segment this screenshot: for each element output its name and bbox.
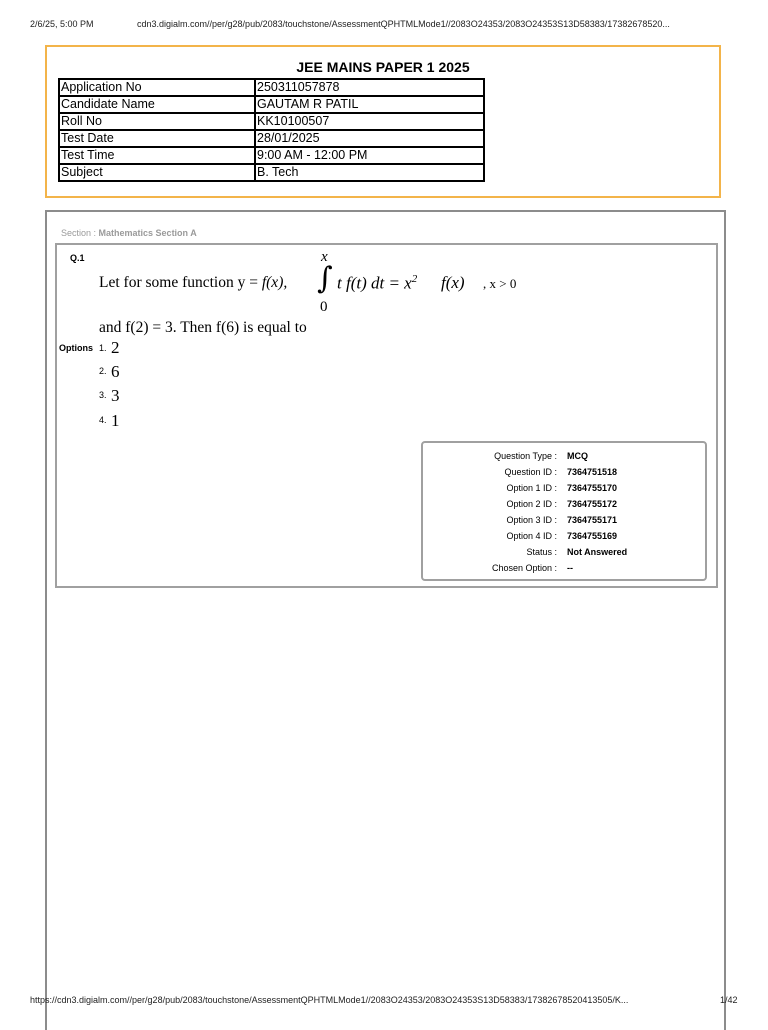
section-label	[61, 228, 197, 238]
question-meta-panel	[421, 441, 707, 581]
integrand-text: t f(t) dt = x	[337, 273, 412, 293]
question-text-prefix: Let for some function y =	[99, 274, 262, 291]
meta-label: Option 1 ID :	[506, 483, 557, 493]
info-value: B. Tech	[255, 164, 484, 181]
section-name: Mathematics Section A	[98, 228, 197, 238]
question-line-1	[99, 274, 287, 292]
info-label: Subject	[59, 164, 255, 181]
table-row	[59, 113, 484, 130]
question-number: Q.1	[70, 253, 85, 263]
candidate-info-panel	[45, 45, 721, 198]
info-value: 250311057878	[255, 79, 484, 96]
meta-value: Not Answered	[567, 547, 628, 557]
meta-label: Option 2 ID :	[506, 499, 557, 509]
meta-row	[423, 483, 705, 496]
meta-row	[423, 563, 705, 576]
integral-lower-limit: 0	[320, 299, 328, 315]
meta-value: 7364755171	[567, 515, 618, 525]
meta-row	[423, 467, 705, 480]
table-row	[59, 130, 484, 147]
integrand	[337, 273, 417, 294]
option-number: 2.	[99, 366, 107, 376]
meta-row	[423, 515, 705, 528]
meta-row	[423, 547, 705, 560]
meta-row	[423, 451, 705, 464]
section-prefix: Section :	[61, 228, 99, 238]
integral-sign-icon: ∫	[317, 261, 333, 296]
meta-value: 7364755170	[567, 483, 618, 493]
footer-url: https://cdn3.digialm.com//per/g28/pub/2083/touchstone/AssessmentQPHTMLMode1//2083O24353/2083O24353S13D58383/17382678520413505/K...	[30, 995, 629, 1005]
option-value: 1	[111, 411, 120, 430]
info-label: Test Time	[59, 147, 255, 164]
candidate-info-table	[58, 78, 485, 182]
meta-label: Option 3 ID :	[506, 515, 557, 525]
table-row	[59, 147, 484, 164]
meta-row	[423, 499, 705, 512]
info-label: Application No	[59, 79, 255, 96]
meta-label: Question Type :	[494, 451, 557, 461]
question-paper-container	[45, 210, 726, 1030]
info-value: KK10100507	[255, 113, 484, 130]
meta-label: Status :	[526, 547, 557, 557]
options-label: Options	[59, 343, 93, 353]
meta-label: Option 4 ID :	[506, 531, 557, 541]
integral-upper-limit: x	[321, 249, 328, 265]
info-label: Roll No	[59, 113, 255, 130]
table-row	[59, 79, 484, 96]
question-card	[55, 243, 718, 588]
function-expr: f(x),	[261, 274, 288, 291]
meta-label: Chosen Option :	[491, 563, 557, 573]
print-url: cdn3.digialm.com//per/g28/pub/2083/touchstone/AssessmentQPHTMLMode1//2083O24353/2083O24353S13D58383/17382678520...	[137, 19, 670, 29]
question-line-2: and f(2) = 3. Then f(6) is equal to	[99, 319, 307, 336]
meta-value: 7364755172	[567, 499, 618, 509]
meta-value: MCQ	[567, 451, 588, 461]
condition-text: , x > 0	[483, 276, 517, 291]
meta-value: 7364751518	[567, 467, 618, 477]
table-row	[59, 164, 484, 181]
option-number: 3.	[99, 390, 107, 400]
meta-row	[423, 531, 705, 544]
option-value: 3	[111, 386, 120, 405]
meta-label: Question ID :	[504, 467, 557, 477]
meta-value: --	[567, 563, 573, 573]
exam-title: JEE MAINS PAPER 1 2025	[296, 59, 470, 75]
option-number: 4.	[99, 415, 107, 425]
power: 2	[411, 273, 418, 285]
info-value: 9:00 AM - 12:00 PM	[255, 147, 484, 164]
rhs-expr: f(x)	[441, 273, 465, 292]
page-number: 1/42	[720, 995, 738, 1005]
info-value: 28/01/2025	[255, 130, 484, 147]
option-value: 2	[111, 338, 120, 357]
info-label: Candidate Name	[59, 96, 255, 113]
info-label: Test Date	[59, 130, 255, 147]
print-datetime: 2/6/25, 5:00 PM	[30, 19, 94, 29]
option-value: 6	[111, 362, 120, 381]
table-row	[59, 96, 484, 113]
option-number: 1.	[99, 343, 107, 353]
meta-value: 7364755169	[567, 531, 618, 541]
info-value: GAUTAM R PATIL	[255, 96, 484, 113]
